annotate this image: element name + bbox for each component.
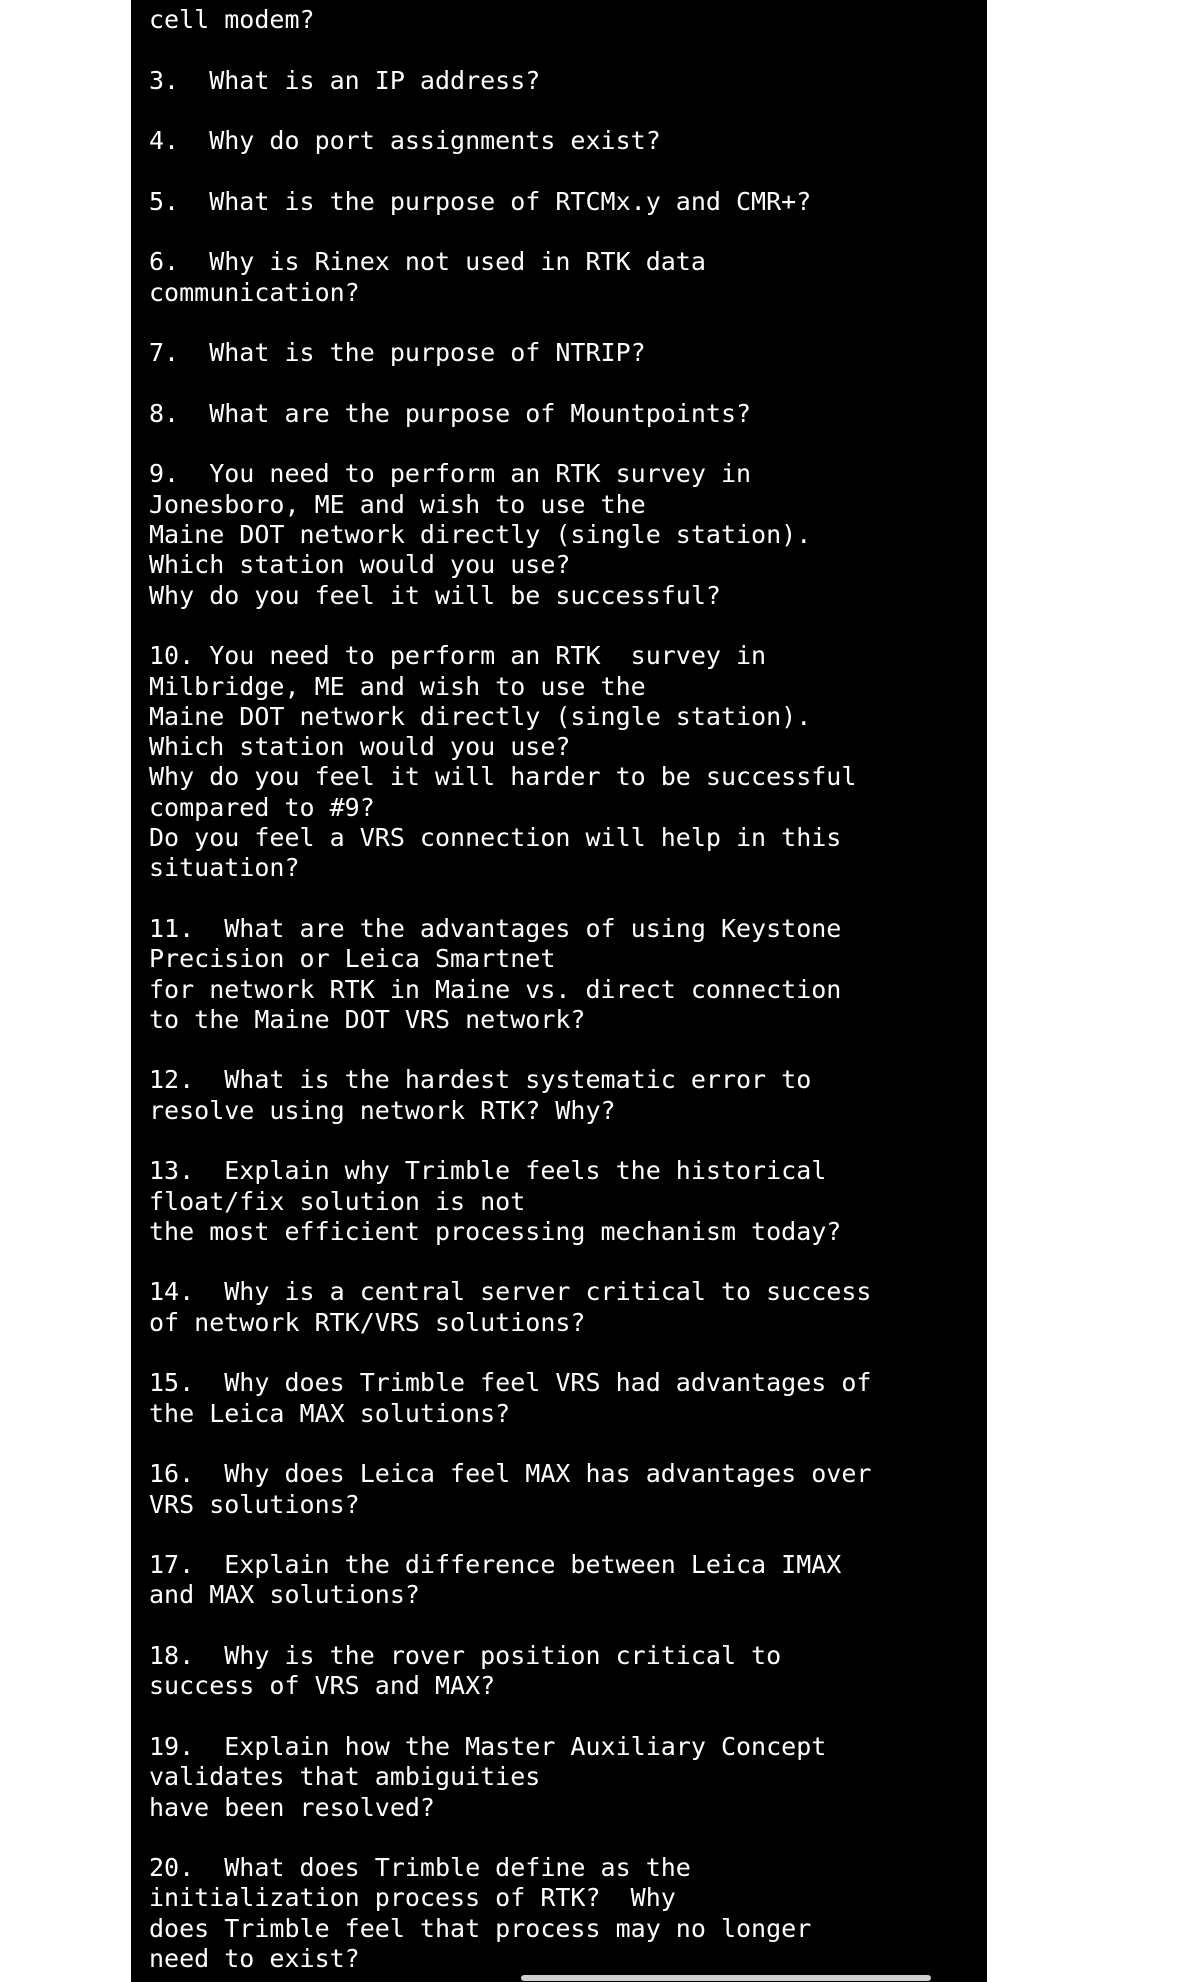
- document-line: Jonesboro, ME and wish to use the: [149, 489, 646, 519]
- document-line: Precision or Leica Smartnet: [149, 944, 556, 974]
- document-line: [149, 1035, 871, 1065]
- document-line: [149, 1823, 871, 1853]
- document-line: 9. You need to perform an RTK survey in: [149, 459, 752, 489]
- document-line: does Trimble feel that process may no longer: [149, 1913, 812, 1943]
- document-line: 12. What is the hardest systematic error to: [149, 1065, 812, 1095]
- document-line: [149, 1247, 871, 1277]
- document-line: 13. Explain why Trimble feels the historical: [149, 1156, 827, 1186]
- document-line: [149, 884, 871, 914]
- document-line: [149, 156, 871, 186]
- document-line: 5. What is the purpose of RTCMx.y and CMR+?: [149, 186, 812, 216]
- document-line: 16. Why does Leica feel MAX has advantages over: [149, 1459, 872, 1489]
- document-line: [149, 96, 871, 126]
- document-line: 10. You need to perform an RTK survey in: [149, 641, 767, 671]
- document-line: communication?: [149, 277, 360, 307]
- document-line: need to exist?: [149, 1944, 360, 1973]
- document-line: Maine DOT network directly (single station).: [149, 701, 812, 731]
- document-line: 4. Why do port assignments exist?: [149, 126, 661, 156]
- document-line: Maine DOT network directly (single station).: [149, 520, 812, 550]
- document-line: situation?: [149, 853, 300, 883]
- document-line: cell modem?: [149, 5, 315, 34]
- document-line: to the Maine DOT VRS network?: [149, 1004, 586, 1034]
- document-panel: [131, 0, 987, 1982]
- document-line: VRS solutions?: [149, 1489, 360, 1519]
- document-line: for network RTK in Maine vs. direct connection: [149, 974, 842, 1004]
- document-line: success of VRS and MAX?: [149, 1671, 496, 1701]
- document-line: Why do you feel it will harder to be successful: [149, 762, 857, 792]
- document-line: 18. Why is the rover position critical to: [149, 1641, 782, 1671]
- document-line: 20. What does Trimble define as the: [149, 1853, 691, 1883]
- document-line: float/fix solution is not: [149, 1186, 526, 1216]
- document-line: 8. What are the purpose of Mountpoints?: [149, 398, 752, 428]
- document-line: [149, 429, 871, 459]
- document-line: [149, 308, 871, 338]
- document-line: [149, 1520, 871, 1550]
- document-line: [149, 611, 871, 641]
- document-line: compared to #9?: [149, 792, 375, 822]
- document-line: 6. Why is Rinex not used in RTK data: [149, 247, 706, 277]
- document-line: 7. What is the purpose of NTRIP?: [149, 338, 646, 368]
- document-line: [149, 1429, 871, 1459]
- document-line: the most efficient processing mechanism today?: [149, 1216, 842, 1246]
- document-line: initialization process of RTK? Why: [149, 1883, 676, 1913]
- document-line: 14. Why is a central server critical to success: [149, 1277, 872, 1307]
- scroll-indicator[interactable]: [521, 1975, 931, 1981]
- document-line: [149, 1611, 871, 1641]
- document-line: 11. What are the advantages of using Keystone: [149, 913, 842, 943]
- document-line: Why do you feel it will be successful?: [149, 580, 721, 610]
- document-line: validates that ambiguities: [149, 1762, 541, 1792]
- document-line: [149, 369, 871, 399]
- document-line: resolve using network RTK? Why?: [149, 1095, 616, 1125]
- document-line: Milbridge, ME and wish to use the: [149, 671, 646, 701]
- document-line: of network RTK/VRS solutions?: [149, 1307, 586, 1337]
- document-line: Do you feel a VRS connection will help in this: [149, 823, 842, 853]
- document-line: 15. Why does Trimble feel VRS had advantages of: [149, 1368, 872, 1398]
- document-line: Which station would you use?: [149, 550, 571, 580]
- document-line: the Leica MAX solutions?: [149, 1398, 511, 1428]
- document-text: [149, 5, 871, 1974]
- document-line: [149, 1338, 871, 1368]
- document-line: Which station would you use?: [149, 732, 571, 762]
- document-line: [149, 1126, 871, 1156]
- document-line: have been resolved?: [149, 1792, 435, 1822]
- document-line: [149, 35, 871, 65]
- document-line: 17. Explain the difference between Leica IMAX: [149, 1550, 842, 1580]
- document-line: [149, 1702, 871, 1732]
- document-line: 19. Explain how the Master Auxiliary Concept: [149, 1731, 827, 1761]
- document-line: [149, 217, 871, 247]
- document-line: 3. What is an IP address?: [149, 65, 541, 95]
- document-line: and MAX solutions?: [149, 1580, 420, 1610]
